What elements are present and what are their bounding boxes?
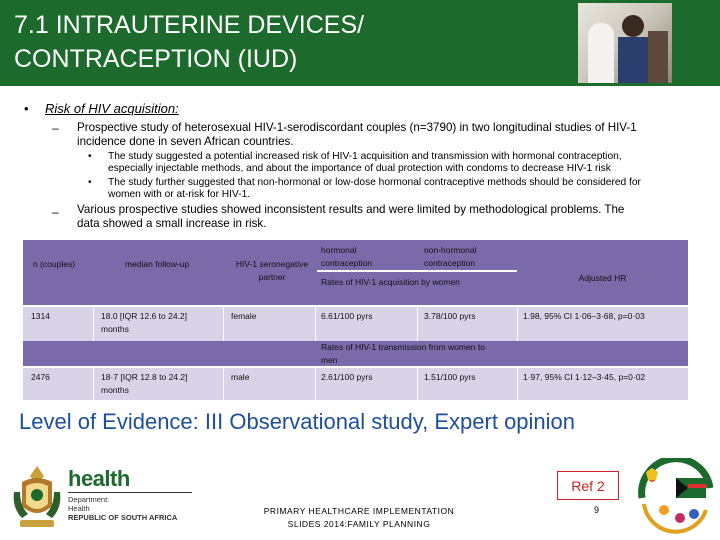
col-header-nonhormonal-line2: contraception bbox=[424, 258, 476, 268]
row1-followup-line1: 18.0 [IQR 12.6 to 24.2] bbox=[101, 311, 188, 321]
col-header-hr: Adjusted HR bbox=[578, 273, 627, 283]
photo-figure bbox=[648, 31, 668, 83]
col-header-partner-line2: partner bbox=[258, 272, 286, 282]
col-header-nonhormonal bbox=[420, 242, 480, 272]
rates-men-line2: men bbox=[321, 355, 338, 365]
health-logo bbox=[68, 466, 198, 526]
footer-caption bbox=[254, 505, 464, 531]
col-header-followup: median follow-up bbox=[125, 259, 190, 269]
photo-figure bbox=[618, 37, 648, 83]
col-header-partner bbox=[227, 256, 317, 286]
col-divider bbox=[93, 367, 94, 400]
sub2-line2: women with or at-risk for HIV-1. bbox=[108, 189, 251, 200]
reference-badge: Ref 2 bbox=[557, 471, 619, 500]
slide-title-line2: CONTRACEPTION (IUD) bbox=[14, 45, 298, 73]
col-divider bbox=[517, 306, 518, 341]
rates-women-label: Rates of HIV-1 acquisition by women bbox=[321, 277, 460, 287]
col-header-hormonal-line2: contraception bbox=[321, 258, 373, 268]
logo-country: REPUBLIC OF SOUTH AFRICA bbox=[68, 513, 178, 522]
row1-n: 1314 bbox=[31, 311, 50, 321]
logo-department: Department: bbox=[68, 495, 110, 504]
row2-nonhormonal: 1.51/100 pyrs bbox=[424, 372, 476, 382]
point1-line2: incidence done in seven African countries. bbox=[77, 135, 294, 148]
row2-followup-line2: months bbox=[101, 385, 129, 395]
col-divider bbox=[93, 306, 94, 341]
sub2-line1: The study further suggested that non-hormonal or low-dose hormonal contraceptive methods should be considered for bbox=[108, 177, 641, 188]
point2-line1: Various prospective studies showed inconsistent results and were limited by methodological problems. The bbox=[77, 203, 625, 216]
header-bar bbox=[0, 0, 720, 86]
col-header-hormonal bbox=[317, 242, 376, 272]
col-divider bbox=[517, 367, 518, 400]
row1-followup bbox=[97, 308, 191, 338]
point-various-studies bbox=[77, 203, 707, 231]
page-number: 9 bbox=[594, 505, 600, 515]
point1-line1: Prospective study of heterosexual HIV-1-serodiscordant couples (n=3790) in two longitudinal studies of HIV-1 bbox=[77, 121, 637, 134]
row1-hormonal: 6.61/100 pyrs bbox=[321, 311, 373, 321]
subpoint-hormonal-risk bbox=[108, 151, 708, 175]
slide-title-line1: 7.1 INTRAUTERINE DEVICES/ bbox=[14, 11, 365, 39]
row-divider bbox=[23, 305, 688, 307]
bullet-marker: • bbox=[88, 151, 92, 162]
slide-title bbox=[14, 8, 554, 76]
sub1-line2: especially injectable methods, and about the importance of dual protection with condoms to decrease HIV-1 risk bbox=[108, 163, 611, 174]
twenty-years-logo-icon bbox=[636, 458, 716, 536]
dash-marker: – bbox=[52, 121, 59, 135]
col-header-nonhormonal-line1: non-hormonal bbox=[424, 245, 477, 255]
bullet-marker: • bbox=[88, 177, 92, 188]
dash-marker: – bbox=[52, 205, 59, 219]
health-logo-word: health bbox=[68, 466, 130, 491]
col-header-n: n (couples) bbox=[33, 259, 76, 269]
col-divider bbox=[223, 306, 224, 341]
footer-line1: PRIMARY HEALTHCARE IMPLEMENTATION bbox=[263, 506, 455, 516]
col-divider bbox=[223, 367, 224, 400]
row2-followup-line1: 18·7 [IQR 12.8 to 24.2] bbox=[101, 372, 188, 382]
col-divider bbox=[315, 306, 316, 341]
heading-hiv-risk: Risk of HIV acquisition: bbox=[45, 101, 179, 116]
col-divider bbox=[417, 306, 418, 341]
logo-department-name: Health bbox=[68, 504, 90, 513]
results-table bbox=[23, 240, 688, 400]
row2-hr: 1·97, 95% CI 1·12–3·45, p=0·02 bbox=[523, 372, 646, 382]
row1-hr: 1.98, 95% CI 1·06–3·68, p=0·03 bbox=[523, 311, 645, 321]
bullet-marker: • bbox=[24, 101, 29, 116]
row2-followup bbox=[97, 369, 191, 399]
row2-partner: male bbox=[231, 372, 250, 382]
col-header-partner-line1: HIV-1 seronegative bbox=[235, 259, 309, 269]
row2-n: 2476 bbox=[31, 372, 50, 382]
row2-hormonal: 2.61/100 pyrs bbox=[321, 372, 373, 382]
logo-rule bbox=[68, 492, 192, 493]
footer-line2: SLIDES 2014:FAMILY PLANNING bbox=[287, 519, 431, 529]
point2-line2: data showed a small increase in risk. bbox=[77, 217, 267, 230]
bullet-heading bbox=[24, 101, 179, 116]
photo-figure bbox=[622, 15, 644, 37]
subpoint-nonhormonal bbox=[108, 177, 708, 201]
header-photo bbox=[578, 3, 672, 83]
rates-men-line1: Rates of HIV-1 transmission from women to bbox=[321, 342, 485, 352]
point-prospective-study bbox=[77, 121, 707, 149]
sub1-line1: The study suggested a potential increased risk of HIV-1 acquisition and transmission with hormonal contraception, bbox=[108, 151, 622, 162]
row1-partner: female bbox=[231, 311, 257, 321]
row1-followup-line2: months bbox=[101, 324, 129, 334]
photo-figure bbox=[588, 23, 614, 83]
coat-of-arms-icon bbox=[8, 462, 66, 532]
level-of-evidence: Level of Evidence: III Observational study, Expert opinion bbox=[19, 409, 576, 434]
col-divider bbox=[417, 367, 418, 400]
col-divider bbox=[315, 367, 316, 400]
col-header-hormonal-line1: hormonal bbox=[321, 245, 357, 255]
row1-nonhormonal: 3.78/100 pyrs bbox=[424, 311, 476, 321]
rates-men-label bbox=[317, 339, 489, 369]
